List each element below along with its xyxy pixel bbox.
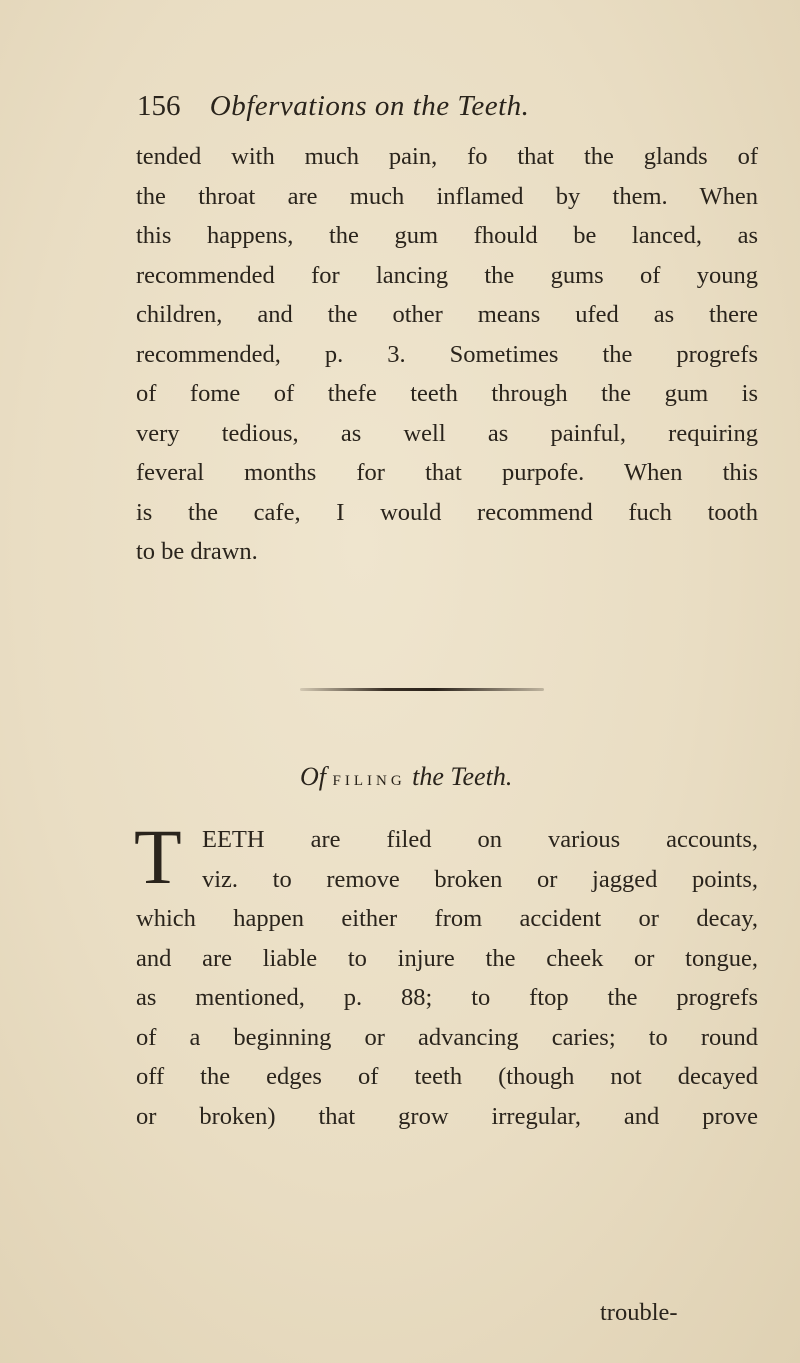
text-line: this happens, the gum fhould be lanced, as [136, 222, 758, 249]
page-number: 156 [137, 90, 181, 122]
heading-of: Of [300, 762, 326, 791]
text-line: viz. to remove broken or jagged points, [202, 865, 758, 893]
text-line: the throat are much inflamed by them. When [136, 182, 758, 210]
text-line: is the cafe, I would recommend fuch tooth [136, 498, 758, 526]
heading-filing: filing [332, 765, 406, 790]
text-line: as mentioned, p. 88; to ftop the progrefs [136, 984, 758, 1011]
paragraph-continued [136, 137, 758, 572]
running-title: Obfervations on the Teeth. [209, 90, 530, 122]
text-line: EETH are filed on various accounts, [202, 826, 758, 853]
paragraph-filing [134, 813, 758, 1136]
section-divider [300, 688, 544, 691]
text-line: to be drawn. [136, 538, 258, 565]
text-line: recommended for lancing the gums of young [136, 261, 758, 289]
text-line: which happen either from accident or decay, [136, 905, 758, 932]
text-line: of fome of thefe teeth through the gum is [136, 380, 758, 407]
text-line: of a beginning or advancing caries; to round [136, 1023, 758, 1051]
text-line: children, and the other means ufed as there [136, 301, 758, 328]
section-heading [300, 760, 720, 795]
text-line: feveral months for that purpofe. When this [136, 459, 758, 486]
text-line: recommended, p. 3. Sometimes the progrefs [136, 340, 758, 368]
text-line: tended with much pain, fo that the glands of [136, 143, 758, 170]
text-line: off the edges of teeth (though not decayed [136, 1063, 758, 1090]
heading-the-teeth: the Teeth. [412, 762, 513, 791]
catchword: trouble- [600, 1299, 678, 1326]
text-line: very tedious, as well as painful, requiring [136, 419, 758, 447]
text-line: and are liable to injure the cheek or tongue, [136, 944, 758, 972]
text-line: or broken) that grow irregular, and prove [136, 1102, 758, 1130]
drop-cap: T [134, 813, 182, 900]
page-header [137, 88, 757, 124]
